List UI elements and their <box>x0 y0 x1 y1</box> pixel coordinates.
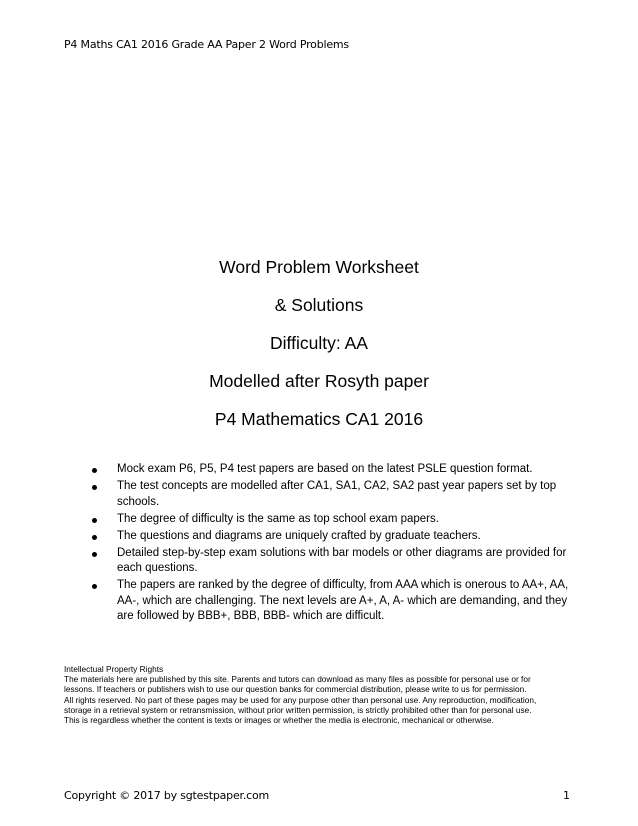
title-line-worksheet: Word Problem Worksheet <box>219 257 419 277</box>
list-item-text: The degree of difficulty is the same as top school exam papers. <box>117 512 439 525</box>
title-line-modelled: Modelled after Rosyth paper <box>209 371 429 391</box>
ip-line: This is regardless whether the content is texts or images or whether the media is electronic, mechanical or otherwise. <box>64 715 494 726</box>
list-item <box>80 479 570 510</box>
list-item <box>80 512 570 528</box>
ip-line: lessons. If teachers or publishers wish to use our question banks for commercial distribution, please write to us for permission. <box>64 684 527 695</box>
ip-line: All rights reserved. No part of these pages may be used for any purpose other than personal use. Any reproduction, modification, <box>64 694 537 705</box>
page-number: 1 <box>563 789 570 802</box>
feature-list <box>80 462 570 626</box>
list-item-text: The papers are ranked by the degree of difficulty, from AAA which is onerous to AA+, AA, AA-, which are challenging. The next levels are A+, A, A- which are demanding, and they are followed by BBB+, BBB, BBB- which are difficult. <box>117 579 569 622</box>
intellectual-property-notice <box>64 664 584 725</box>
page-header: P4 Maths CA1 2016 Grade AA Paper 2 Word Problems <box>64 38 349 51</box>
bullet-icon <box>92 485 97 490</box>
title-line-difficulty: Difficulty: AA <box>270 333 368 353</box>
list-item <box>80 578 570 625</box>
list-item-text: The questions and diagrams are uniquely crafted by graduate teachers. <box>117 529 481 542</box>
bullet-icon <box>92 552 97 557</box>
ip-line: storage in a retrieval system or retransmission, without prior written permission, is strictly prohibited other than for personal use. <box>64 704 532 715</box>
ip-title: Intellectual Property Rights <box>64 664 164 674</box>
list-item <box>80 462 570 478</box>
bullet-icon <box>92 535 97 540</box>
title-line-subject: P4 Mathematics CA1 2016 <box>214 409 424 429</box>
title-block <box>0 258 638 448</box>
ip-line: The materials here are published by this site. Parents and tutors can download as many files as possible for personal use or for <box>64 674 531 685</box>
title-line-solutions: & Solutions <box>274 295 364 315</box>
bullet-icon <box>92 468 97 473</box>
list-item <box>80 546 570 577</box>
list-item <box>80 529 570 545</box>
list-item-text: The test concepts are modelled after CA1, SA1, CA2, SA2 past year papers set by top schools. <box>117 480 557 508</box>
footer-copyright: Copyright © 2017 by sgtestpaper.com <box>64 789 270 802</box>
bullet-icon <box>92 518 97 523</box>
list-item-text: Mock exam P6, P5, P4 test papers are based on the latest PSLE question format. <box>117 463 533 475</box>
list-item-text: Detailed step-by-step exam solutions with bar models or other diagrams are provided for each questions. <box>117 546 567 574</box>
bullet-icon <box>92 584 97 589</box>
